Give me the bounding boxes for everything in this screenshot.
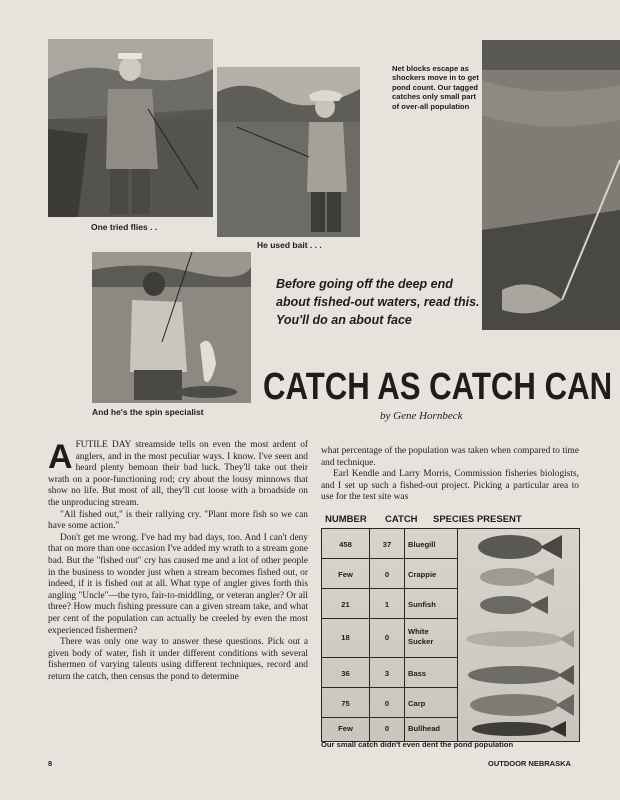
header-species: SPECIES PRESENT bbox=[433, 514, 522, 525]
divider bbox=[457, 529, 458, 741]
photo-net-pond bbox=[482, 40, 620, 330]
paragraph: There was only one way to answer these questions. Pick out a given body of water, fish it under different conditions with several fishermen of varying talents using different techniques, record and return the catch, then census the pond to determine bbox=[48, 637, 308, 682]
table-row: 36 3 Bass bbox=[322, 658, 457, 688]
catch-table bbox=[321, 512, 578, 740]
sunfish-image bbox=[462, 593, 574, 617]
paragraph: what percentage of the population was taken when compared to time and technique. bbox=[321, 446, 579, 468]
table-body bbox=[321, 528, 580, 742]
drop-cap: A bbox=[48, 438, 73, 476]
caption-spin: And he's the spin specialist bbox=[92, 407, 204, 417]
photo-bait-fisherman bbox=[217, 67, 360, 237]
deck: Before going off the deep end about fished-out waters, read this. You'll do an about face bbox=[276, 277, 480, 327]
body-column-2 bbox=[321, 446, 579, 504]
table-row: 75 0 Carp bbox=[322, 688, 457, 718]
magazine-name: OUTDOOR NEBRASKA bbox=[488, 759, 571, 768]
header-catch: CATCH bbox=[385, 514, 418, 525]
bluegill-image bbox=[462, 533, 574, 561]
table-row: 458 37 Bluegill bbox=[322, 529, 457, 559]
paragraph: "All fished out," is their rallying cry. "Plant more fish so we can have some action." bbox=[48, 509, 308, 532]
byline: by Gene Hornbeck bbox=[380, 410, 463, 422]
bullhead-image bbox=[462, 719, 574, 739]
bass-image bbox=[460, 662, 576, 688]
paragraph: Earl Kendle and Larry Morris, Commission fisheries biologists, and I set up such a fished-out project. Picking a particular area to use for the test site was bbox=[321, 469, 579, 503]
crappie-image bbox=[462, 565, 574, 589]
paragraph: Don't get me wrong. I've had my bad days, too. And I can't deny that on more than one occasion I've added my wrath to a stream gone bad. But the "fished out" cry has caused me and a lot of other people in the business to wonder just when a stream becomes fished out, or indeed, if it is fished out at all. What type of angler gives forth this angling "Uncle"—the tyro, fair-to-middling, or veteran angler? Or all three? How much fishing pressure can a given stream take, and what per cent of the population can actually be creeled by even the most experienced fishermen? bbox=[48, 532, 308, 636]
photo-fly-fisherman bbox=[48, 39, 213, 217]
caption-net: Net blocks escape as shockers move in to get pond count. Our tagged catches only small part of over-all population bbox=[392, 64, 479, 111]
caption-flies: One tried flies . . bbox=[91, 222, 158, 232]
table-row: Few 0 Bullhead bbox=[338, 724, 441, 733]
table-caption: Our small catch didn't even dent the pond population bbox=[321, 740, 514, 749]
header-number: NUMBER bbox=[325, 514, 367, 525]
caption-bait: He used bait . . . bbox=[257, 240, 322, 250]
table-row: Few 0 Crappie bbox=[322, 559, 457, 589]
headline: CATCH AS CATCH CAN bbox=[263, 366, 613, 408]
body-column-1 bbox=[48, 440, 308, 683]
table-header bbox=[321, 512, 578, 528]
table-row: 21 1 Sunfish bbox=[322, 589, 457, 619]
table-row: 18 0 White Sucker bbox=[322, 619, 457, 658]
page-number: 8 bbox=[48, 759, 53, 768]
photo-spin-fisherman bbox=[92, 252, 251, 403]
paragraph: AFUTILE DAY streamside tells on even the most ardent of anglers, and in the most peculiar ways. I know. I've seen and heard plenty bemoan their bad luck. They'll take out their wrath on a poor-functioning rod; cry about the lousy minnows that show no life. But most of all, they'll cut loose with a broadside on the unproducing stream. bbox=[48, 438, 308, 508]
white-sucker-image bbox=[460, 627, 576, 651]
carp-image bbox=[460, 691, 576, 719]
